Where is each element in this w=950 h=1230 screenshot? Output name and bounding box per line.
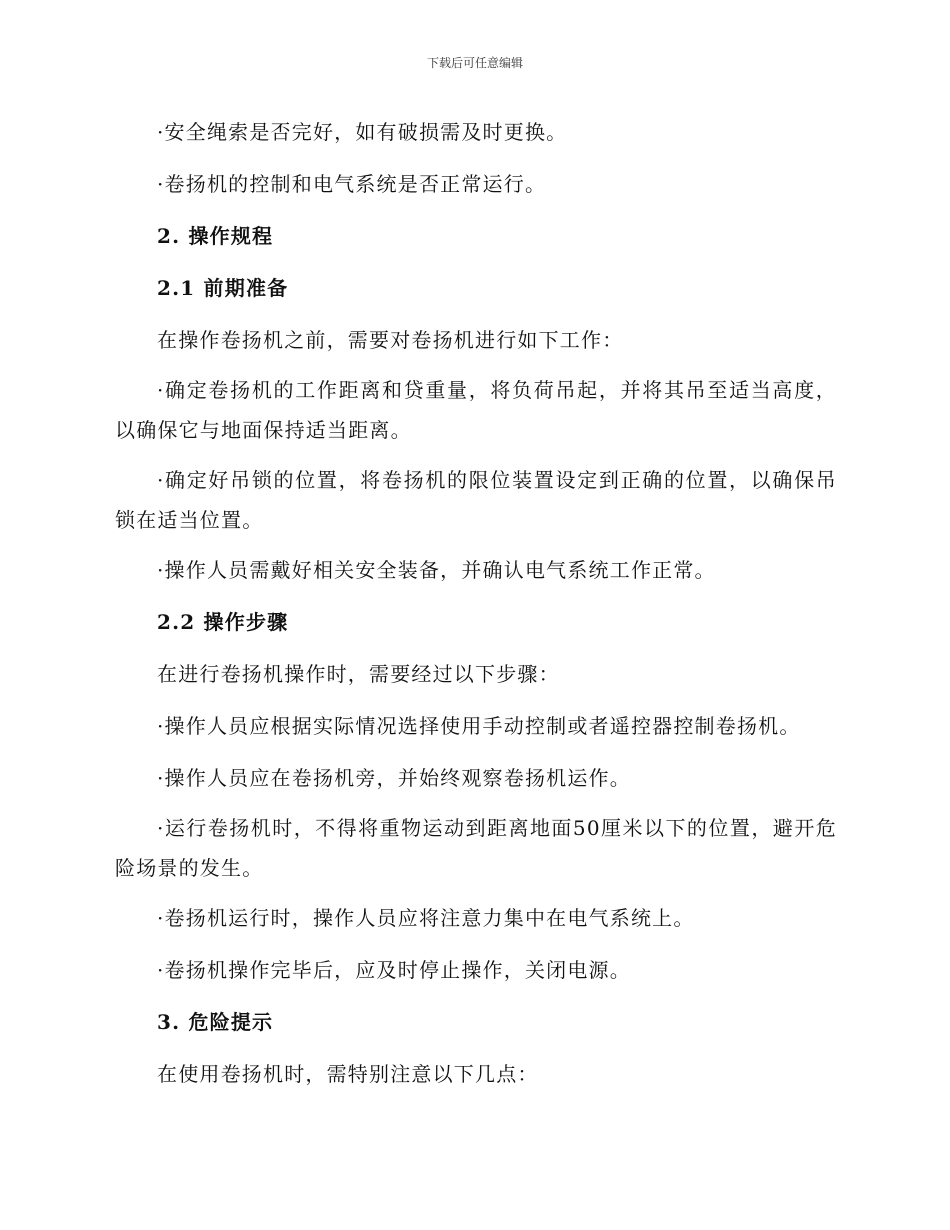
bullet-paragraph: ·操作人员需戴好相关安全装备，并确认电气系统工作正常。	[157, 558, 716, 582]
section-heading: 2. 操作规程	[157, 224, 274, 248]
subsection-heading: 2.2 操作步骤	[157, 610, 289, 634]
bullet-paragraph: ·确定卷扬机的工作距离和贷重量，将负荷吊起，并将其吊至适当高度，以确保它与地面保持适当距离。	[115, 378, 837, 442]
bullet-paragraph: ·操作人员应在卷扬机旁，并始终观察卷扬机运作。	[157, 766, 631, 790]
subsection-heading: 2.1 前期准备	[157, 276, 289, 300]
section-heading: 3. 危险提示	[157, 1010, 274, 1034]
bullet-paragraph: ·操作人员应根据实际情况选择使用手动控制或者遥控器控制卷扬机。	[157, 714, 801, 738]
bullet-paragraph: ·卷扬机的控制和电气系统是否正常运行。	[157, 172, 547, 196]
body-paragraph: 在使用卷扬机时，需特别注意以下几点：	[157, 1062, 539, 1086]
bullet-paragraph: ·安全绳索是否完好，如有破损需及时更换。	[157, 120, 568, 144]
bullet-paragraph: ·卷扬机运行时，操作人员应将注意力集中在电气系统上。	[157, 906, 695, 930]
page-header: 下载后可任意编辑	[426, 56, 523, 70]
body-paragraph: 在进行卷扬机操作时，需要经过以下步骤：	[157, 662, 560, 686]
bullet-paragraph: ·运行卷扬机时，不得将重物运动到距离地面50厘米以下的位置，避开危险场景的发生。	[115, 816, 837, 880]
document-body	[115, 112, 837, 1094]
bullet-paragraph: ·确定好吊锁的位置，将卷扬机的限位装置设定到正确的位置，以确保吊锁在适当位置。	[115, 468, 837, 532]
body-paragraph: 在操作卷扬机之前，需要对卷扬机进行如下工作：	[157, 328, 624, 352]
bullet-paragraph: ·卷扬机操作完毕后，应及时停止操作，关闭电源。	[157, 958, 631, 982]
